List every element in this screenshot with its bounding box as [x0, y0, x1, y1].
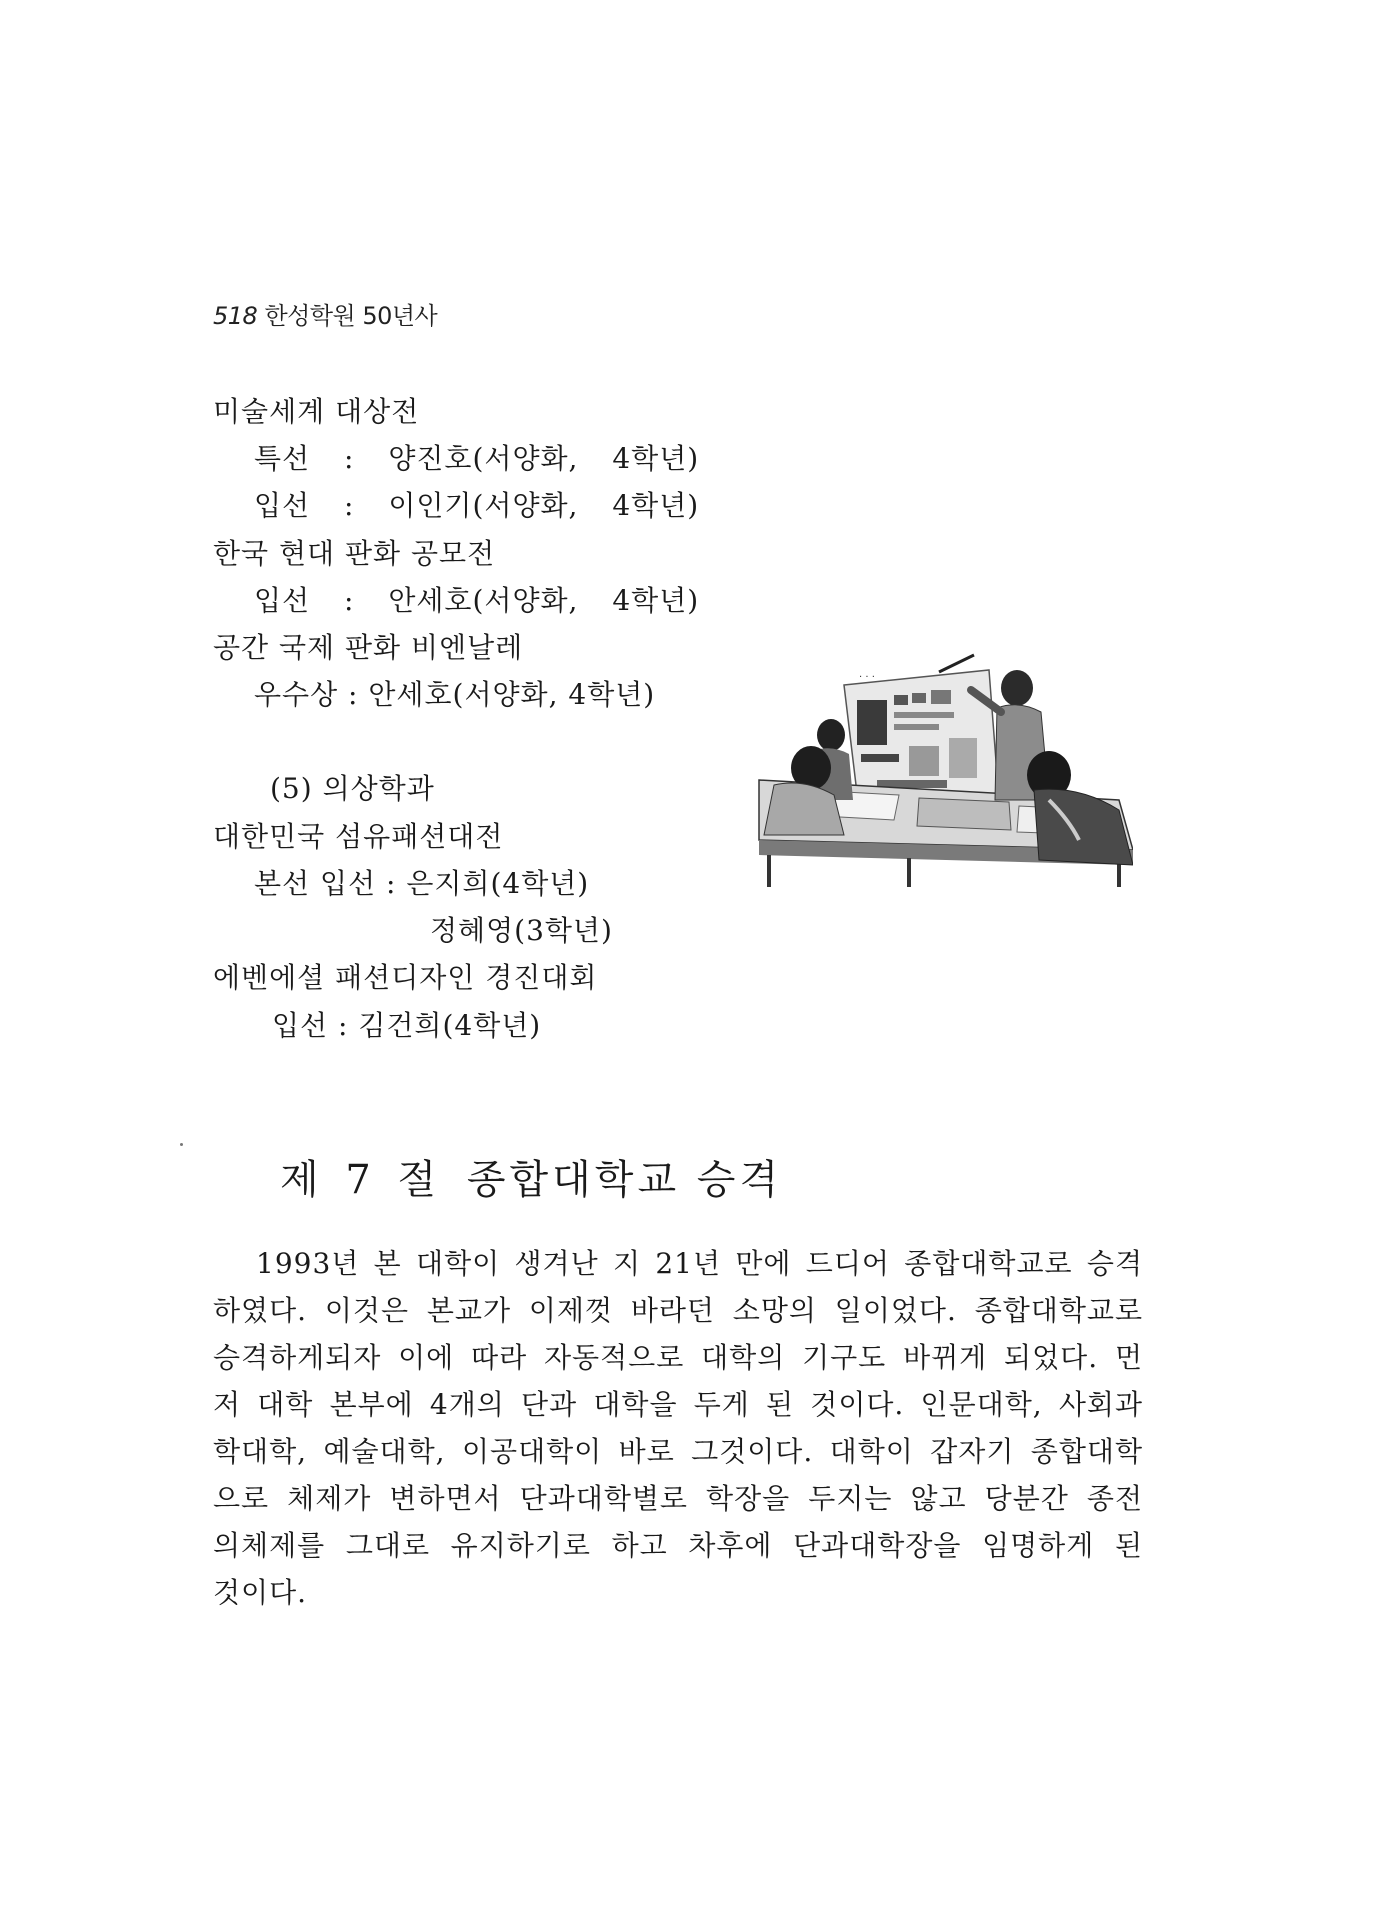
section-title: [280, 1148, 782, 1205]
award-heading: 한국 현대 판화 공모전: [213, 537, 496, 570]
paragraph-line: 것이다.: [213, 1576, 308, 1609]
running-header: [213, 296, 437, 331]
award-entry: 입선 : 이인기(서양화, 4학년): [254, 489, 700, 522]
award-entry: 입선 : 안세호(서양화, 4학년): [254, 584, 700, 617]
award-heading: 대한민국 섬유패션대전: [213, 820, 504, 853]
award-heading: 미술세계 대상전: [213, 395, 420, 428]
section-suffix: 절: [397, 1157, 441, 1203]
page-number: 518: [213, 302, 258, 330]
students-drawing-photo: [749, 650, 1133, 887]
section-heading: 종합대학교 승격: [466, 1157, 783, 1203]
scan-speck: [180, 1143, 183, 1146]
award-entry: 특선 : 양진호(서양화, 4학년): [254, 442, 700, 475]
award-entry: 본선 입선 : 은지희(4학년): [254, 867, 590, 900]
award-entry: 우수상 : 안세호(서양화, 4학년): [254, 678, 656, 711]
paragraph-line: 승격하게되자 이에 따라 자동적으로 대학의 기구도 바뀌게 되었다. 먼: [213, 1341, 1143, 1374]
section-number: 7: [345, 1157, 375, 1203]
paragraph-line: 저 대학 본부에 4개의 단과 대학을 두게 된 것이다. 인문대학, 사회과: [213, 1388, 1143, 1421]
section-prefix: 제: [280, 1157, 323, 1203]
paragraph-line: 학대학, 예술대학, 이공대학이 바로 그것이다. 대학이 갑자기 종합대학: [213, 1435, 1143, 1468]
paragraph-line: 으로 체제가 변하면서 단과대학별로 학장을 두지는 않고 당분간 종전: [213, 1482, 1143, 1515]
book-title: 한성학원 50년사: [264, 302, 438, 330]
award-entry: 정혜영(3학년): [430, 914, 613, 947]
award-heading: 에벤에셜 패션디자인 경진대회: [213, 961, 598, 994]
paragraph-line: 의체제를 그대로 유지하기로 하고 차후에 단과대학장을 임명하게 된: [213, 1529, 1143, 1562]
paragraph-line: 1993년 본 대학이 생겨난 지 21년 만에 드디어 종합대학교로 승격: [256, 1247, 1143, 1280]
svg-text:· · ·: · · ·: [859, 672, 875, 683]
award-entry: 입선 : 김건희(4학년): [272, 1009, 542, 1042]
paragraph-line: 하였다. 이것은 본교가 이제껏 바라던 소망의 일이었다. 종합대학교로: [213, 1294, 1143, 1327]
award-heading: 공간 국제 판화 비엔날레: [213, 631, 524, 664]
department-heading: (5) 의상학과: [270, 772, 435, 805]
